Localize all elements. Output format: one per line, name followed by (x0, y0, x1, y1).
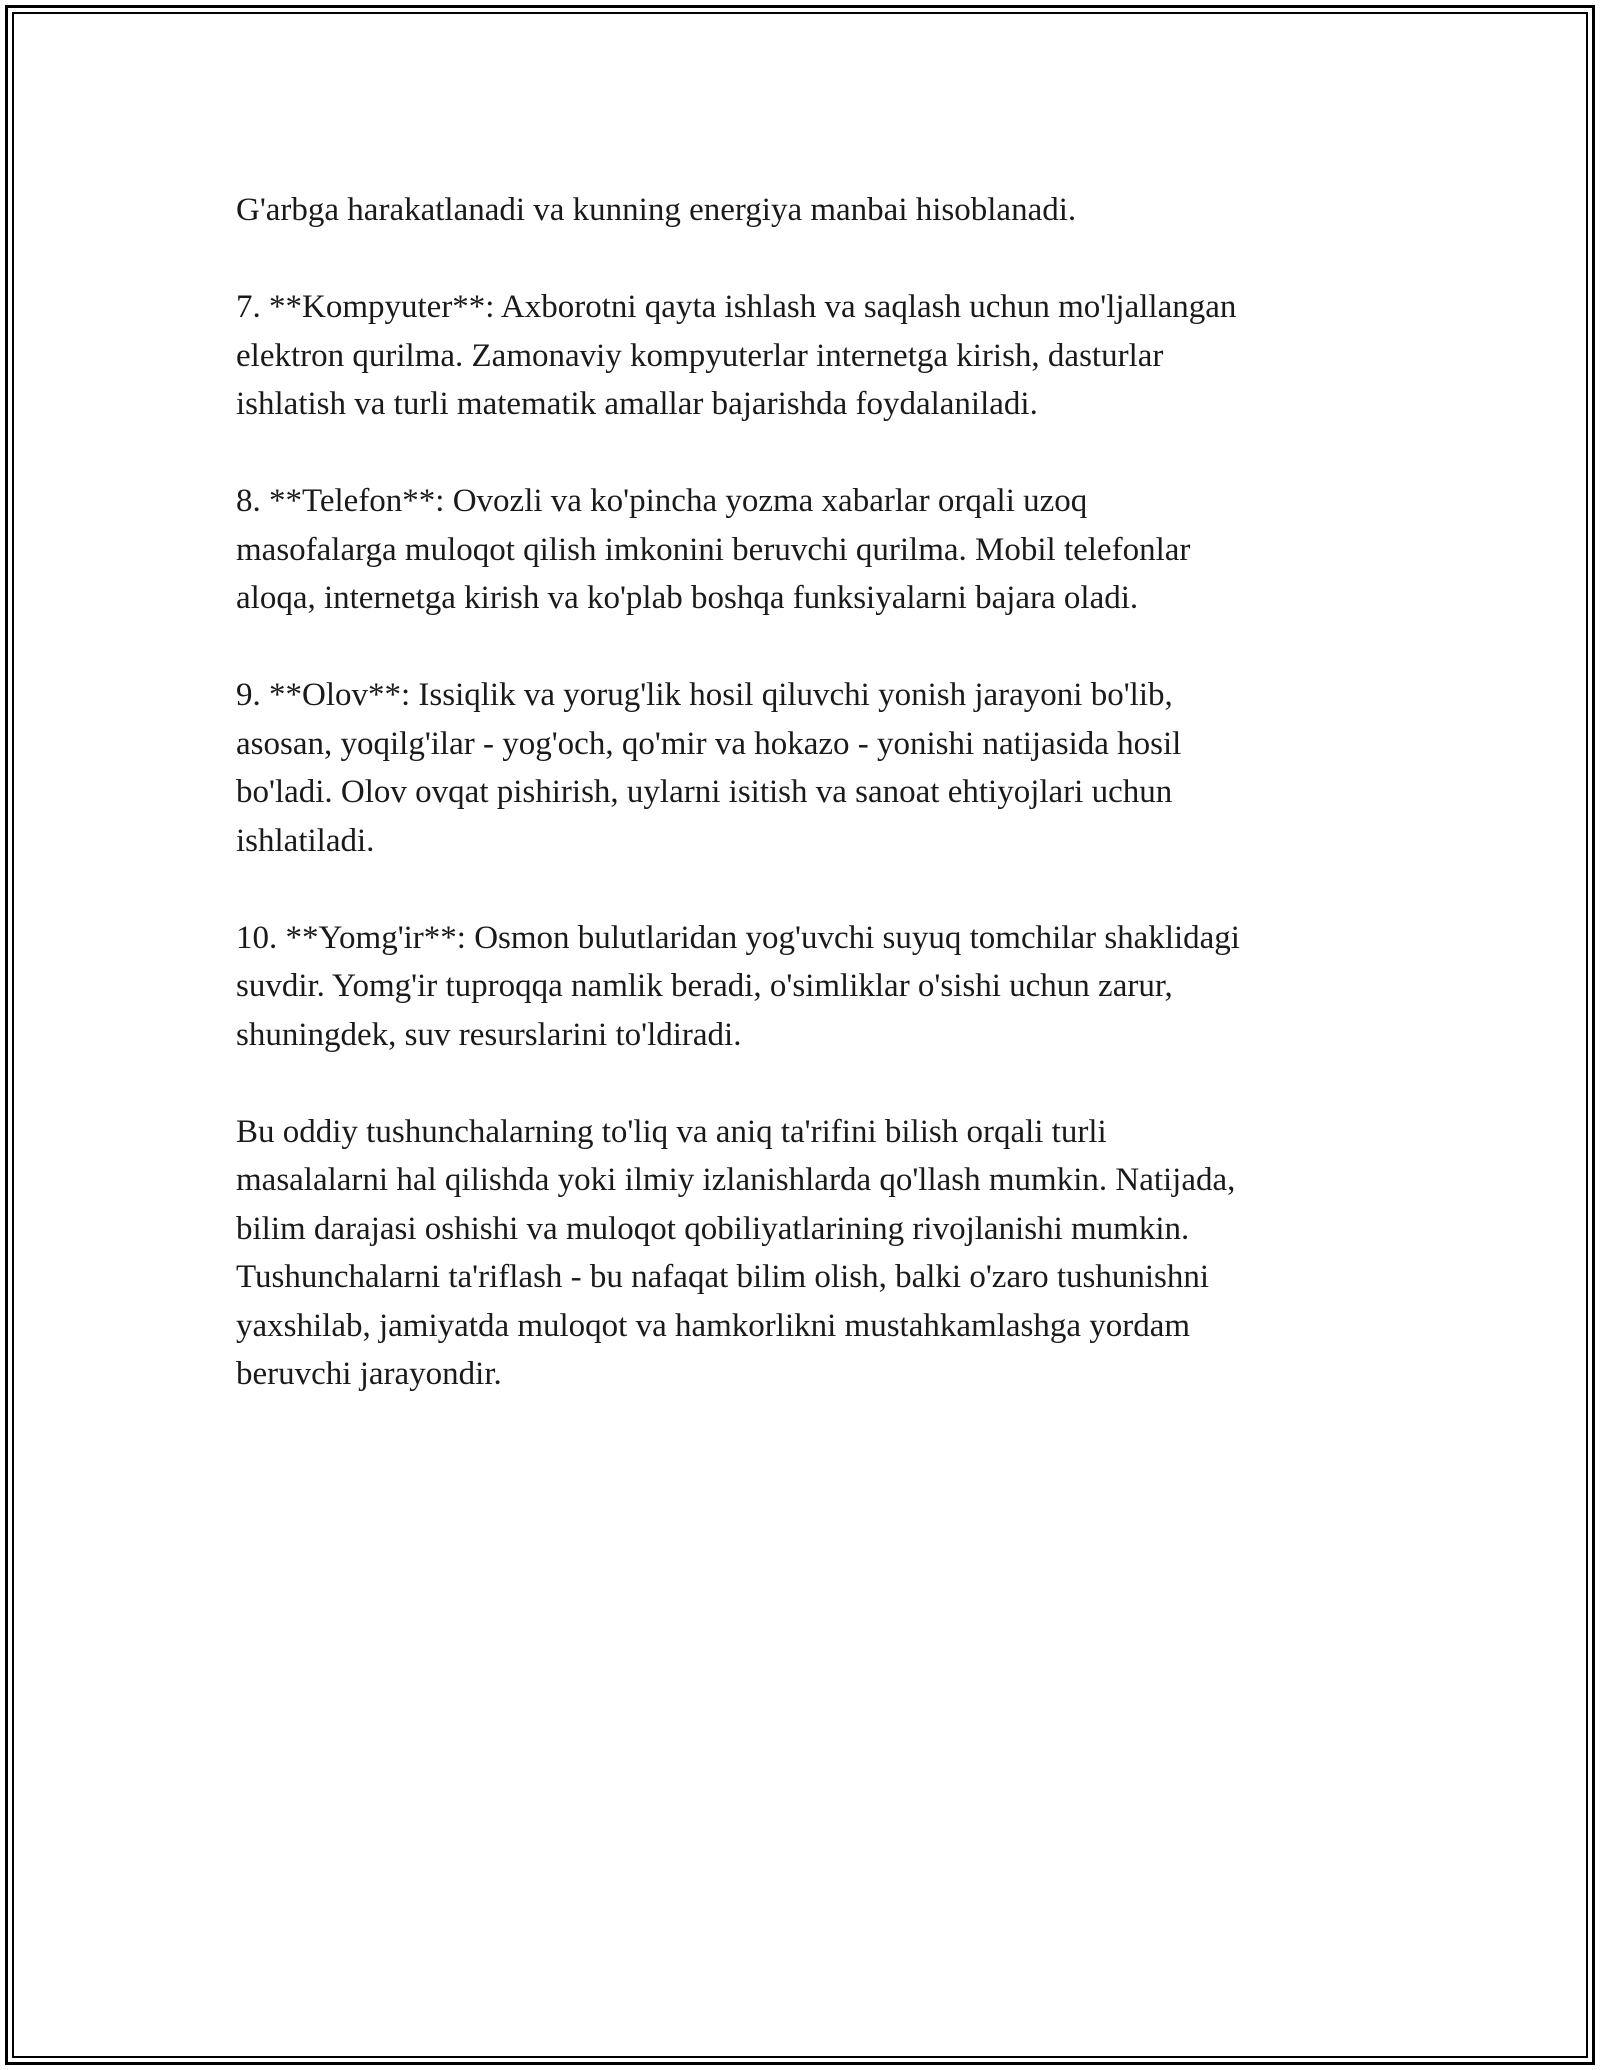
paragraph-item-7-kompyuter: 7. **Kompyuter**: Axborotni qayta ishlash va saqlash uchun mo'ljallangan elektron qurilma. Zamonaviy kompyuterlar internetga kirish, dasturlar ishlatish va turli matematik amallar bajarishda foydalaniladi. (236, 289, 1237, 422)
document-body (236, 186, 1386, 1399)
paragraph-conclusion: Bu oddiy tushunchalarning to'liq va aniq ta'rifini bilish orqali turli masalalarni hal qilishda yoki ilmiy izlanishlarda qo'llash mumkin. Natijada, bilim darajasi oshishi va muloqot qobiliyatlarining rivojlanishi mumkin. Tushunchalarni ta'riflash - bu nafaqat bilim olish, balki o'zaro tushunishni yaxshilab, jamiyatda muloqot va hamkorlikni mustahkamlashga yordam beruvchi jarayondir. (236, 1113, 1236, 1392)
paragraph-item-8-telefon: 8. **Telefon**: Ovozli va ko'pincha yozma xabarlar orqali uzoq masofalarga muloqot qilish imkonini beruvchi qurilma. Mobil telefonlar aloqa, internetga kirish va ko'plab boshqa funksiyalarni bajara oladi. (236, 483, 1191, 616)
paragraph-item-10-yomgir: 10. **Yomg'ir**: Osmon bulutlaridan yog'uvchi suyuq tomchilar shaklidagi suvdir. Yomg'ir tuproqqa namlik beradi, o'simliklar o'sishi uchun zarur, shuningdek, suv resurslarini to'ldiradi. (236, 919, 1240, 1053)
paragraph-intro-continuation: G'arbga harakatlanadi va kunning energiya manbai hisoblanadi. (236, 192, 1077, 228)
paragraph-item-9-olov: 9. **Olov**: Issiqlik va yorug'lik hosil qiluvchi yonish jarayoni bo'lib, asosan, yoqilg'ilar - yog'och, qo'mir va hokazo - yonishi natijasida hosil bo'ladi. Olov ovqat pishirish, uylarni isitish va sanoat ehtiyojlari uchun ishlatiladi. (236, 677, 1182, 859)
